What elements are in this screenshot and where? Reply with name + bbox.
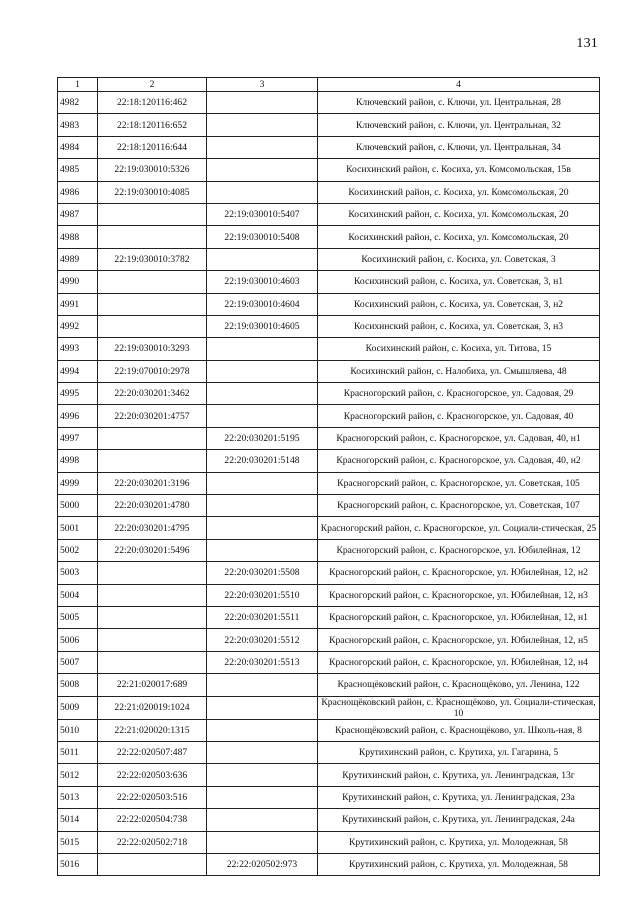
row-number: 5005: [58, 606, 98, 628]
cadastral-number: 22:19:030010:3293: [98, 338, 207, 360]
table-row: [58, 338, 600, 360]
cadastral-number: [98, 293, 207, 315]
row-number: 5003: [58, 562, 98, 584]
row-number: 5002: [58, 539, 98, 561]
row-number: 5007: [58, 651, 98, 673]
table-row: [58, 853, 600, 875]
address: Крутихинский район, с. Крутиха, ул. Ленинградская, 23а: [318, 786, 600, 808]
cadastral-number-part: [207, 719, 318, 741]
cadastral-number-part: [207, 517, 318, 539]
row-number: 4985: [58, 159, 98, 181]
cadastral-number-part: 22:20:030201:5510: [207, 584, 318, 606]
cadastral-number: 22:22:020504:738: [98, 809, 207, 831]
row-number: 5010: [58, 719, 98, 741]
cadastral-number: 22:20:030201:4795: [98, 517, 207, 539]
row-number: 5009: [58, 696, 98, 719]
table-row: [58, 114, 600, 136]
cadastral-number-part: 22:20:030201:5508: [207, 562, 318, 584]
cadastral-number-part: 22:19:030010:5408: [207, 226, 318, 248]
cadastral-number-part: [207, 472, 318, 494]
row-number: 4987: [58, 203, 98, 225]
cadastral-number: 22:20:030201:3462: [98, 383, 207, 405]
cadastral-number: 22:18:120116:652: [98, 114, 207, 136]
row-number: 4988: [58, 226, 98, 248]
address: Красногорский район, с. Красногорское, ул. Юбилейная, 12, н4: [318, 651, 600, 673]
table-row: [58, 606, 600, 628]
table-row: [58, 248, 600, 270]
row-number: 5012: [58, 764, 98, 786]
table-row: [58, 226, 600, 248]
row-number: 4996: [58, 405, 98, 427]
table-row: [58, 696, 600, 719]
cadastral-number: 22:21:020020:1315: [98, 719, 207, 741]
address: Красногорский район, с. Красногорское, ул. Социали-стическая, 25: [318, 517, 600, 539]
address: Косихинский район, с. Косиха, ул. Комсомольская, 20: [318, 203, 600, 225]
address: Красногорский район, с. Красногорское, ул. Советская, 107: [318, 495, 600, 517]
cadastral-number: 22:18:120116:462: [98, 92, 207, 114]
address: Косихинский район, с. Косиха, ул. Комсомольская, 15в: [318, 159, 600, 181]
cadastral-number-part: 22:19:030010:4604: [207, 293, 318, 315]
table-row: [58, 539, 600, 561]
cadastral-number: 22:22:020503:636: [98, 764, 207, 786]
cadastral-number-part: [207, 405, 318, 427]
cadastral-number-part: 22:19:030010:5407: [207, 203, 318, 225]
address: Красногорский район, с. Красногорское, ул. Садовая, 40, н1: [318, 427, 600, 449]
table-row: [58, 271, 600, 293]
column-header-2: 2: [98, 78, 207, 92]
address: Косихинский район, с. Налобиха, ул. Смышляева, 48: [318, 360, 600, 382]
address: Крутихинский район, с. Крутиха, ул. Гагарина, 5: [318, 741, 600, 763]
page-number: 131: [576, 36, 598, 51]
cadastral-number-part: [207, 674, 318, 696]
table-row: [58, 517, 600, 539]
cadastral-number-part: [207, 764, 318, 786]
address: Косихинский район, с. Косиха, ул. Советская, 3: [318, 248, 600, 270]
table-row: [58, 674, 600, 696]
row-number: 4986: [58, 181, 98, 203]
cadastral-number-part: [207, 741, 318, 763]
cadastral-number: 22:20:030201:4757: [98, 405, 207, 427]
row-number: 5008: [58, 674, 98, 696]
row-number: 5016: [58, 853, 98, 875]
row-number: 4991: [58, 293, 98, 315]
address: Краснощёковский район, с. Краснощёково, ул. Ленина, 122: [318, 674, 600, 696]
cadastral-number-part: [207, 831, 318, 853]
table-row: [58, 136, 600, 158]
row-number: 4994: [58, 360, 98, 382]
table-row: [58, 92, 600, 114]
cadastral-number: 22:19:030010:3782: [98, 248, 207, 270]
address: Красногорский район, с. Красногорское, ул. Юбилейная, 12, н3: [318, 584, 600, 606]
cadastral-number: 22:20:030201:3196: [98, 472, 207, 494]
column-header-1: 1: [58, 78, 98, 92]
address: Красногорский район, с. Красногорское, ул. Садовая, 40, н2: [318, 450, 600, 472]
row-number: 4992: [58, 315, 98, 337]
row-number: 4998: [58, 450, 98, 472]
address: Красногорский район, с. Красногорское, ул. Садовая, 29: [318, 383, 600, 405]
cadastral-number: 22:19:030010:5326: [98, 159, 207, 181]
row-number: 4989: [58, 248, 98, 270]
cadastral-number-part: [207, 383, 318, 405]
cadastral-number-part: [207, 338, 318, 360]
cadastral-number: [98, 562, 207, 584]
cadastral-number-part: [207, 136, 318, 158]
row-number: 5015: [58, 831, 98, 853]
address: Ключевский район, с. Ключи, ул. Центральная, 32: [318, 114, 600, 136]
row-number: 4997: [58, 427, 98, 449]
cadastral-number: [98, 315, 207, 337]
row-number: 4990: [58, 271, 98, 293]
cadastral-number-part: [207, 92, 318, 114]
row-number: 5006: [58, 629, 98, 651]
address: Красногорский район, с. Красногорское, ул. Садовая, 40: [318, 405, 600, 427]
column-header-4: 4: [318, 78, 600, 92]
address: Красногорский район, с. Красногорское, ул. Советская, 105: [318, 472, 600, 494]
address: Краснощёковский район, с. Краснощёково, ул. Школь-ная, 8: [318, 719, 600, 741]
cadastral-number: 22:20:030201:4780: [98, 495, 207, 517]
cadastral-number: 22:22:020507:487: [98, 741, 207, 763]
table-row: [58, 584, 600, 606]
cadastral-number-part: 22:20:030201:5513: [207, 651, 318, 673]
cadastral-number-part: [207, 159, 318, 181]
table-row: [58, 427, 600, 449]
address: Ключевский район, с. Ключи, ул. Центральная, 28: [318, 92, 600, 114]
row-number: 4993: [58, 338, 98, 360]
cadastral-number: [98, 853, 207, 875]
cadastral-number: 22:21:020017:689: [98, 674, 207, 696]
cadastral-number-part: [207, 539, 318, 561]
address: Красногорский район, с. Красногорское, ул. Юбилейная, 12, н1: [318, 606, 600, 628]
cadastral-number: 22:19:030010:4085: [98, 181, 207, 203]
cadastral-number: [98, 203, 207, 225]
address: Косихинский район, с. Косиха, ул. Комсомольская, 20: [318, 226, 600, 248]
table-row: [58, 786, 600, 808]
table-row: [58, 360, 600, 382]
cadastral-number-part: [207, 809, 318, 831]
cadastral-number: 22:22:020503:516: [98, 786, 207, 808]
address: Косихинский район, с. Косиха, ул. Советская, 3, н2: [318, 293, 600, 315]
address: Красногорский район, с. Красногорское, ул. Юбилейная, 12, н5: [318, 629, 600, 651]
table-row: [58, 181, 600, 203]
table-row: [58, 472, 600, 494]
row-number: 5014: [58, 809, 98, 831]
row-number: 4984: [58, 136, 98, 158]
cadastral-number-part: 22:19:030010:4603: [207, 271, 318, 293]
address: Косихинский район, с. Косиха, ул. Советская, 3, н1: [318, 271, 600, 293]
cadastral-number-part: [207, 114, 318, 136]
cadastral-number-part: [207, 360, 318, 382]
cadastral-number: [98, 651, 207, 673]
cadastral-number-part: [207, 181, 318, 203]
address: Косихинский район, с. Косиха, ул. Советская, 3, н3: [318, 315, 600, 337]
address: Крутихинский район, с. Крутиха, ул. Молодежная, 58: [318, 831, 600, 853]
address: Красногорский район, с. Красногорское, ул. Юбилейная, 12: [318, 539, 600, 561]
row-number: 4999: [58, 472, 98, 494]
table-row: [58, 383, 600, 405]
table-row: [58, 405, 600, 427]
cadastral-number: [98, 606, 207, 628]
cadastral-number: [98, 584, 207, 606]
table-row: [58, 764, 600, 786]
table-row: [58, 450, 600, 472]
address: Крутихинский район, с. Крутиха, ул. Ленинградская, 13г: [318, 764, 600, 786]
table-row: [58, 809, 600, 831]
row-number: 4995: [58, 383, 98, 405]
table-row: [58, 629, 600, 651]
cadastral-number: 22:19:070010:2978: [98, 360, 207, 382]
cadastral-number: [98, 271, 207, 293]
cadastral-number: [98, 629, 207, 651]
table-row: [58, 562, 600, 584]
column-header-3: 3: [207, 78, 318, 92]
table-row: [58, 719, 600, 741]
row-number: 5011: [58, 741, 98, 763]
cadastral-number: [98, 450, 207, 472]
cadastral-number: 22:18:120116:644: [98, 136, 207, 158]
cadastral-number-part: [207, 786, 318, 808]
registry-table: [57, 77, 600, 876]
cadastral-number: 22:22:020502:718: [98, 831, 207, 853]
cadastral-number-part: 22:20:030201:5511: [207, 606, 318, 628]
cadastral-number-part: 22:20:030201:5195: [207, 427, 318, 449]
cadastral-number-part: [207, 696, 318, 719]
row-number: 5000: [58, 495, 98, 517]
table-header-row: [58, 78, 600, 92]
cadastral-number: 22:20:030201:5496: [98, 539, 207, 561]
table-row: [58, 741, 600, 763]
address: Ключевский район, с. Ключи, ул. Центральная, 34: [318, 136, 600, 158]
table-row: [58, 831, 600, 853]
row-number: 5013: [58, 786, 98, 808]
row-number: 5001: [58, 517, 98, 539]
table-row: [58, 315, 600, 337]
address: Косихинский район, с. Косиха, ул. Комсомольская, 20: [318, 181, 600, 203]
table-row: [58, 651, 600, 673]
address: Красногорский район, с. Красногорское, ул. Юбилейная, 12, н2: [318, 562, 600, 584]
table-row: [58, 203, 600, 225]
address: Косихинский район, с. Косиха, ул. Титова, 15: [318, 338, 600, 360]
row-number: 4982: [58, 92, 98, 114]
row-number: 4983: [58, 114, 98, 136]
address: Крутихинский район, с. Крутиха, ул. Молодежная, 58: [318, 853, 600, 875]
cadastral-number-part: 22:20:030201:5512: [207, 629, 318, 651]
cadastral-number-part: 22:19:030010:4605: [207, 315, 318, 337]
cadastral-number-part: 22:20:030201:5148: [207, 450, 318, 472]
table-row: [58, 495, 600, 517]
table-body: [58, 92, 600, 876]
table-row: [58, 293, 600, 315]
address: Крутихинский район, с. Крутиха, ул. Ленинградская, 24а: [318, 809, 600, 831]
address: Краснощёковский район, с. Краснощёково, ул. Социали-стическая, 10: [318, 696, 600, 719]
cadastral-number-part: [207, 248, 318, 270]
cadastral-number: 22:21:020019:1024: [98, 696, 207, 719]
row-number: 5004: [58, 584, 98, 606]
table-row: [58, 159, 600, 181]
cadastral-number-part: 22:22:020502:973: [207, 853, 318, 875]
cadastral-number: [98, 226, 207, 248]
cadastral-number-part: [207, 495, 318, 517]
cadastral-number: [98, 427, 207, 449]
